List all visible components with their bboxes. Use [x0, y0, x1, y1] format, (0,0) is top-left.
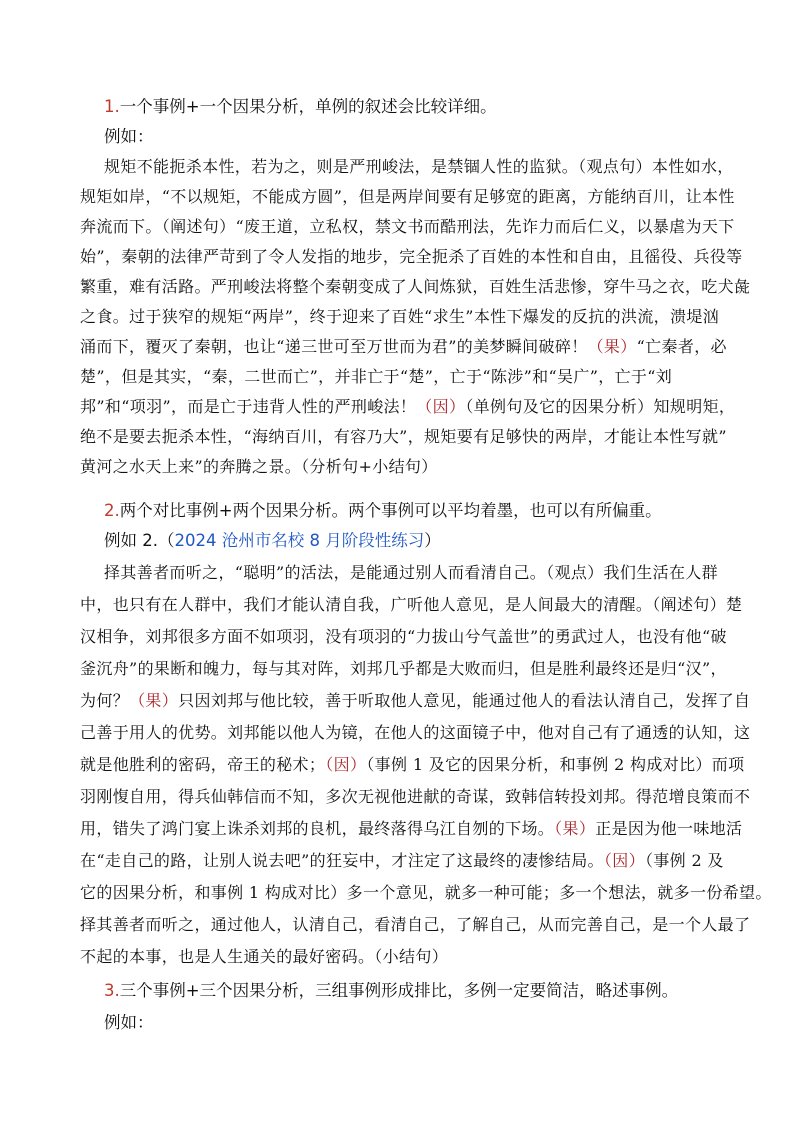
tag-cause-2b: （因） [603, 851, 645, 870]
section-2-line-10-text: （事例 2 及 [644, 851, 724, 870]
section-1-line-9 [80, 396, 735, 418]
tag-effect-2a: （果） [129, 691, 179, 710]
tag-cause-2a: （因） [325, 755, 367, 774]
section-2-line-5-head: 为何？ [80, 691, 130, 710]
section-1-number: 1. [104, 97, 120, 116]
section-3-number: 3. [104, 981, 120, 1000]
section-2-line-2: 中，也只有在人群中，我们才能认清自我，广听他人意见，是人间最大的清醒。（阐述句）楚 [80, 595, 743, 614]
section-1-line-8 [80, 366, 672, 388]
tag-effect-2b: （果） [554, 819, 596, 838]
section-2-example-label [104, 530, 441, 552]
section-2-number: 2. [104, 501, 120, 520]
section-1-line-2: 规矩如岸，“不以规矩，不能成方圆”，但是两岸间要有足够宽的距离，方能纳百川，让本性 [80, 187, 735, 206]
section-3-title: 三个事例+三个因果分析，三组事例形成排比，多例一定要简洁，略述事例。 [119, 981, 679, 1000]
section-2-line-11: 它的因果分析，和事例 1 构成对比）多一个意见，就多一种可能；多一个想法，就多一份希望。 [80, 883, 772, 902]
section-2-line-1: 择其善者而听之，“聪明”的活法，是能通过别人而看清自己。（观点）我们生活在人群 [104, 563, 719, 582]
example-2-label: 例如 2.（ [104, 531, 175, 550]
section-2-line-7 [80, 754, 744, 776]
section-1-line-8-text: ”，但是其实，“秦，二世而亡”，并非亡于“楚”，亡于“陈涉”和“吴广”，亡于“刘 [96, 367, 673, 386]
section-2-line-4: 釜沉舟”的果断和魄力，每与其对阵，刘邦几乎都是大败而归，但是胜利最终还是归“汉”， [80, 659, 727, 678]
section-2-line-5-text: 只因刘邦与他比较，善于听取他人意见，能通过他人的看法认清自己，发挥了自 [178, 691, 751, 710]
section-2-heading [104, 500, 662, 522]
section-2-line-9 [80, 818, 742, 840]
section-1-line-10: 绝不是要去扼杀本性，“海纳百川，有容乃大”，规矩要有足够快的两岸，才能让本性写就” [80, 427, 727, 446]
section-2-line-8: 羽刚愎自用，得兵仙韩信而不知，多次无视他进献的奇谋，致韩信转投刘邦。得范增良策而不 [80, 787, 751, 806]
section-2-line-10-head: 在“走自己的路，让别人说去吧”的狂妄中，才注定了这最终的凄惨结局。 [80, 851, 604, 870]
section-2-line-7-text: （事例 1 及它的因果分析，和事例 2 构成对比）而项 [366, 755, 745, 774]
section-1-line-8-head: 楚 [80, 367, 97, 386]
section-2-line-6: 己善于用人的优势。刘邦能以他人为镜，在他人的这面镜子中，他对自己有了通透的认知，这 [80, 723, 751, 742]
section-1-line-9-tail: （单例句及它的因果分析）知规明矩， [465, 397, 736, 416]
section-1-heading [104, 96, 497, 118]
section-1-line-9-text: 邦”和“项羽”，而是亡于违背人性的严刑峻法！ [80, 397, 417, 416]
tag-effect: （果） [587, 337, 637, 356]
section-1-line-6: 之食。过于狭窄的规矩“两岸”，终于迎来了百姓“求生”本性下爆发的反抗的洪流，溃堤汹 [80, 307, 720, 326]
section-1-line-4: 始”，秦朝的法律严苛到了令人发指的地步，完全扼杀了百姓的本性和自由，且徭役、兵役等 [80, 247, 743, 266]
section-2-line-9-text: 正是因为他一味地活 [595, 819, 743, 838]
section-2-line-3: 汉相争，刘邦很多方面不如项羽，没有项羽的“力拔山兮气盖世”的勇武过人，也没有他“破 [80, 627, 727, 646]
section-1-line-3: 奔流而下。（阐述句）“废王道，立私权，禁文书而酷刑法，先诈力而后仁义，以暴虐为天下 [80, 217, 735, 236]
section-1-line-7 [80, 336, 727, 358]
tag-cause: （因） [416, 397, 466, 416]
section-1-line-11: 黄河之水天上来”的奔腾之景。（分析句+小结句） [80, 457, 438, 476]
section-2-line-9-head: 用，错失了鸿门宴上诛杀刘邦的良机，最终落得乌江自刎的下场。 [80, 819, 555, 838]
example-2-close: ） [424, 531, 441, 550]
section-1-line-7-tail: “亡秦者，必 [636, 337, 727, 356]
section-3-heading [104, 980, 678, 1002]
section-3-example-label: 例如： [104, 1013, 154, 1032]
section-2-line-5 [80, 690, 750, 712]
section-2-line-13: 不起的本事，也是人生通关的最好密码。（小结句） [80, 947, 449, 966]
section-2-line-7-head: 就是他胜利的密码，帝王的秘术； [80, 755, 326, 774]
section-2-line-10 [80, 850, 724, 872]
section-2-line-12: 择其善者而听之，通过他人，认清自己，看清自己，了解自己，从而完善自己，是一个人最了 [80, 915, 751, 934]
section-1-line-5: 繁重，难有活路。严刑峻法将整个秦朝变成了人间炼狱，百姓生活悲惨，穿牛马之衣，吃犬彘 [80, 277, 751, 296]
section-1-line-1: 规矩不能扼杀本性，若为之，则是严刑峻法，是禁锢人性的监狱。（观点句）本性如水， [104, 157, 734, 176]
section-1-title: 一个事例+一个因果分析，单例的叙述会比较详细。 [119, 97, 497, 116]
section-1-example-label: 例如： [104, 127, 154, 146]
section-1-line-7-text: 涌而下，覆灭了秦朝，也让“递三世可至万世而为君”的美梦瞬间破碎！ [80, 337, 588, 356]
example-2-source: 2024 沧州市名校 8 月阶段性练习 [174, 531, 425, 550]
section-2-title: 两个对比事例+两个因果分析。两个事例可以平均着墨，也可以有所偏重。 [119, 501, 662, 520]
